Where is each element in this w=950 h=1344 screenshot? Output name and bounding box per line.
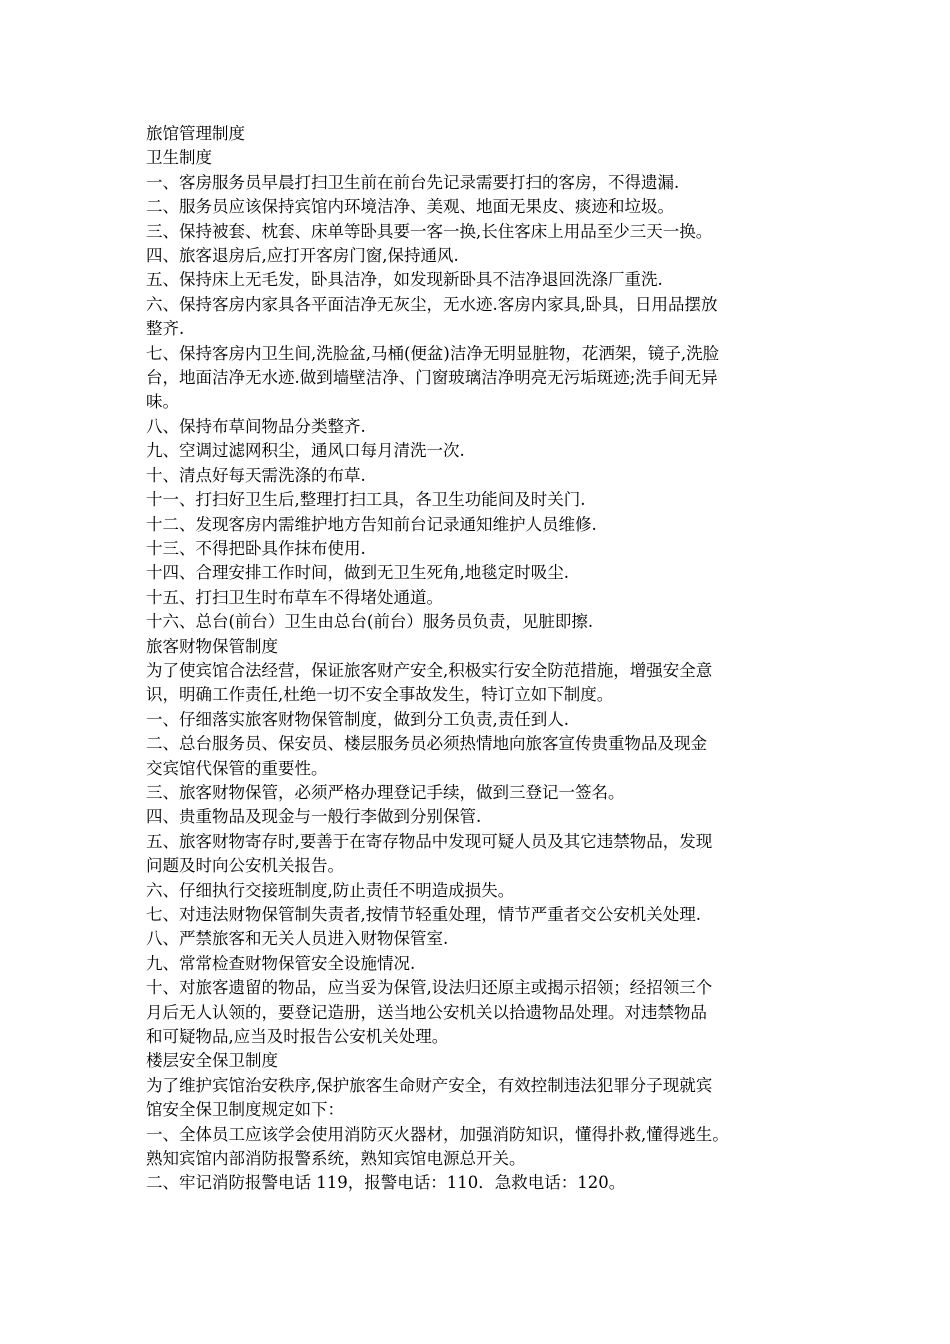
text-line: 一、客房服务员早晨打扫卫生前在前台先记录需要打扫的客房，不得遗漏. <box>146 172 680 192</box>
text-line: 整齐. <box>146 319 185 339</box>
text-line: 交宾馆代保管的重要性。 <box>146 758 328 778</box>
text-line: 识，明确工作责任,杜绝一切不安全事故发生，特订立如下制度。 <box>146 685 614 705</box>
text-line: 五、旅客财物寄存时,要善于在寄存物品中发现可疑人员及其它违禁物品，发现 <box>146 831 713 851</box>
text-line: 八、严禁旅客和无关人员进入财物保管室. <box>146 929 449 949</box>
text-line: 味。 <box>146 392 179 412</box>
text-line: 十三、不得把卧具作抹布使用. <box>146 538 366 558</box>
text-line: 问题及时向公安机关报告。 <box>146 856 344 876</box>
text-line: 卫生制度 <box>146 148 212 168</box>
text-line: 六、保持客房内家具各平面洁净无灰尘，无水迹.客房内家具,卧具，日用品摆放 <box>146 294 718 314</box>
text-line: 十六、总台(前台）卫生由总台(前台）服务员负责，见脏即擦. <box>146 612 594 632</box>
text-line: 十五、打扫卫生时布草车不得堵处通道。 <box>146 587 443 607</box>
text-line: 十、对旅客遗留的物品，应当妥为保管,设法归还原主或揭示招领；经招领三个 <box>146 978 713 998</box>
text-line: 十一、打扫好卫生后,整理打扫工具，各卫生功能间及时关门. <box>146 490 586 510</box>
text-line: 熟知宾馆内部消防报警系统，熟知宾馆电源总开关。 <box>146 1149 526 1169</box>
text-line: 为了维护宾馆治安秩序,保护旅客生命财产安全，有效控制违法犯罪分子现就宾 <box>146 1075 713 1095</box>
text-line: 和可疑物品,应当及时报告公安机关处理。 <box>146 1027 449 1047</box>
text-line: 台，地面洁净无水迹.做到墙壁洁净、门窗玻璃洁净明亮无污垢斑迹;洗手间无异 <box>146 368 718 388</box>
text-line: 二、牢记消防报警电话 119，报警电话：110．急救电话：120。 <box>146 1173 626 1193</box>
text-line: 馆安全保卫制度规定如下： <box>146 1100 344 1120</box>
text-line: 二、总台服务员、保安员、楼层服务员必须热情地向旅客宣传贵重物品及现金 <box>146 734 707 754</box>
text-line: 十二、发现客房内需维护地方告知前台记录通知维护人员维修. <box>146 514 597 534</box>
document-title: 旅馆管理制度 <box>146 124 245 143</box>
text-line: 九、常常检查财物保管安全设施情况. <box>146 953 416 973</box>
text-line: 旅客财物保管制度 <box>146 636 278 656</box>
text-line: 十、清点好每天需洗涤的布草. <box>146 465 366 485</box>
text-line: 四、贵重物品及现金与一般行李做到分别保管. <box>146 807 482 827</box>
text-line: 十四、合理安排工作时间，做到无卫生死角,地毯定时吸尘. <box>146 563 569 583</box>
text-line: 七、对违法财物保管制失责者,按情节轻重处理，情节严重者交公安机关处理. <box>146 905 701 924</box>
text-line: 四、旅客退房后,应打开客房门窗,保持通风. <box>146 246 459 266</box>
document-page <box>146 122 806 1196</box>
text-line: 七、保持客房内卫生间,洗脸盆,马桶(便盆)洁净无明显脏物，花洒架，镜子,洗脸 <box>146 343 720 363</box>
text-line: 二、服务员应该保持宾馆内环境洁净、美观、地面无果皮、痰迹和垃圾。 <box>146 197 674 217</box>
text-line: 一、仔细落实旅客财物保管制度，做到分工负责,责任到人. <box>146 709 569 729</box>
text-line: 为了使宾馆合法经营，保证旅客财产安全,积极实行安全防范措施，增强安全意 <box>146 660 713 680</box>
text-line: 月后无人认领的，要登记造册，送当地公安机关以拾遗物品处理。对违禁物品 <box>146 1002 707 1022</box>
text-line: 八、保持布草间物品分类整齐. <box>146 416 366 436</box>
text-line: 三、保持被套、枕套、床单等卧具要一客一换,长住客床上用品至少三天一换。 <box>146 221 713 241</box>
text-line: 六、仔细执行交接班制度,防止责任不明造成损失。 <box>146 880 515 900</box>
text-line: 楼层安全保卫制度 <box>146 1051 278 1071</box>
text-line: 五、保持床上无毛发，卧具洁净，如发现新卧具不洁净退回洗涤厂重洗. <box>146 270 663 290</box>
text-line: 三、旅客财物保管，必须严格办理登记手续，做到三登记一签名。 <box>146 782 625 802</box>
text-line: 一、全体员工应该学会使用消防灭火器材，加强消防知识，懂得扑救,懂得逃生。 <box>146 1124 729 1144</box>
text-line: 九、空调过滤网积尘，通风口每月清洗一次. <box>146 441 465 461</box>
